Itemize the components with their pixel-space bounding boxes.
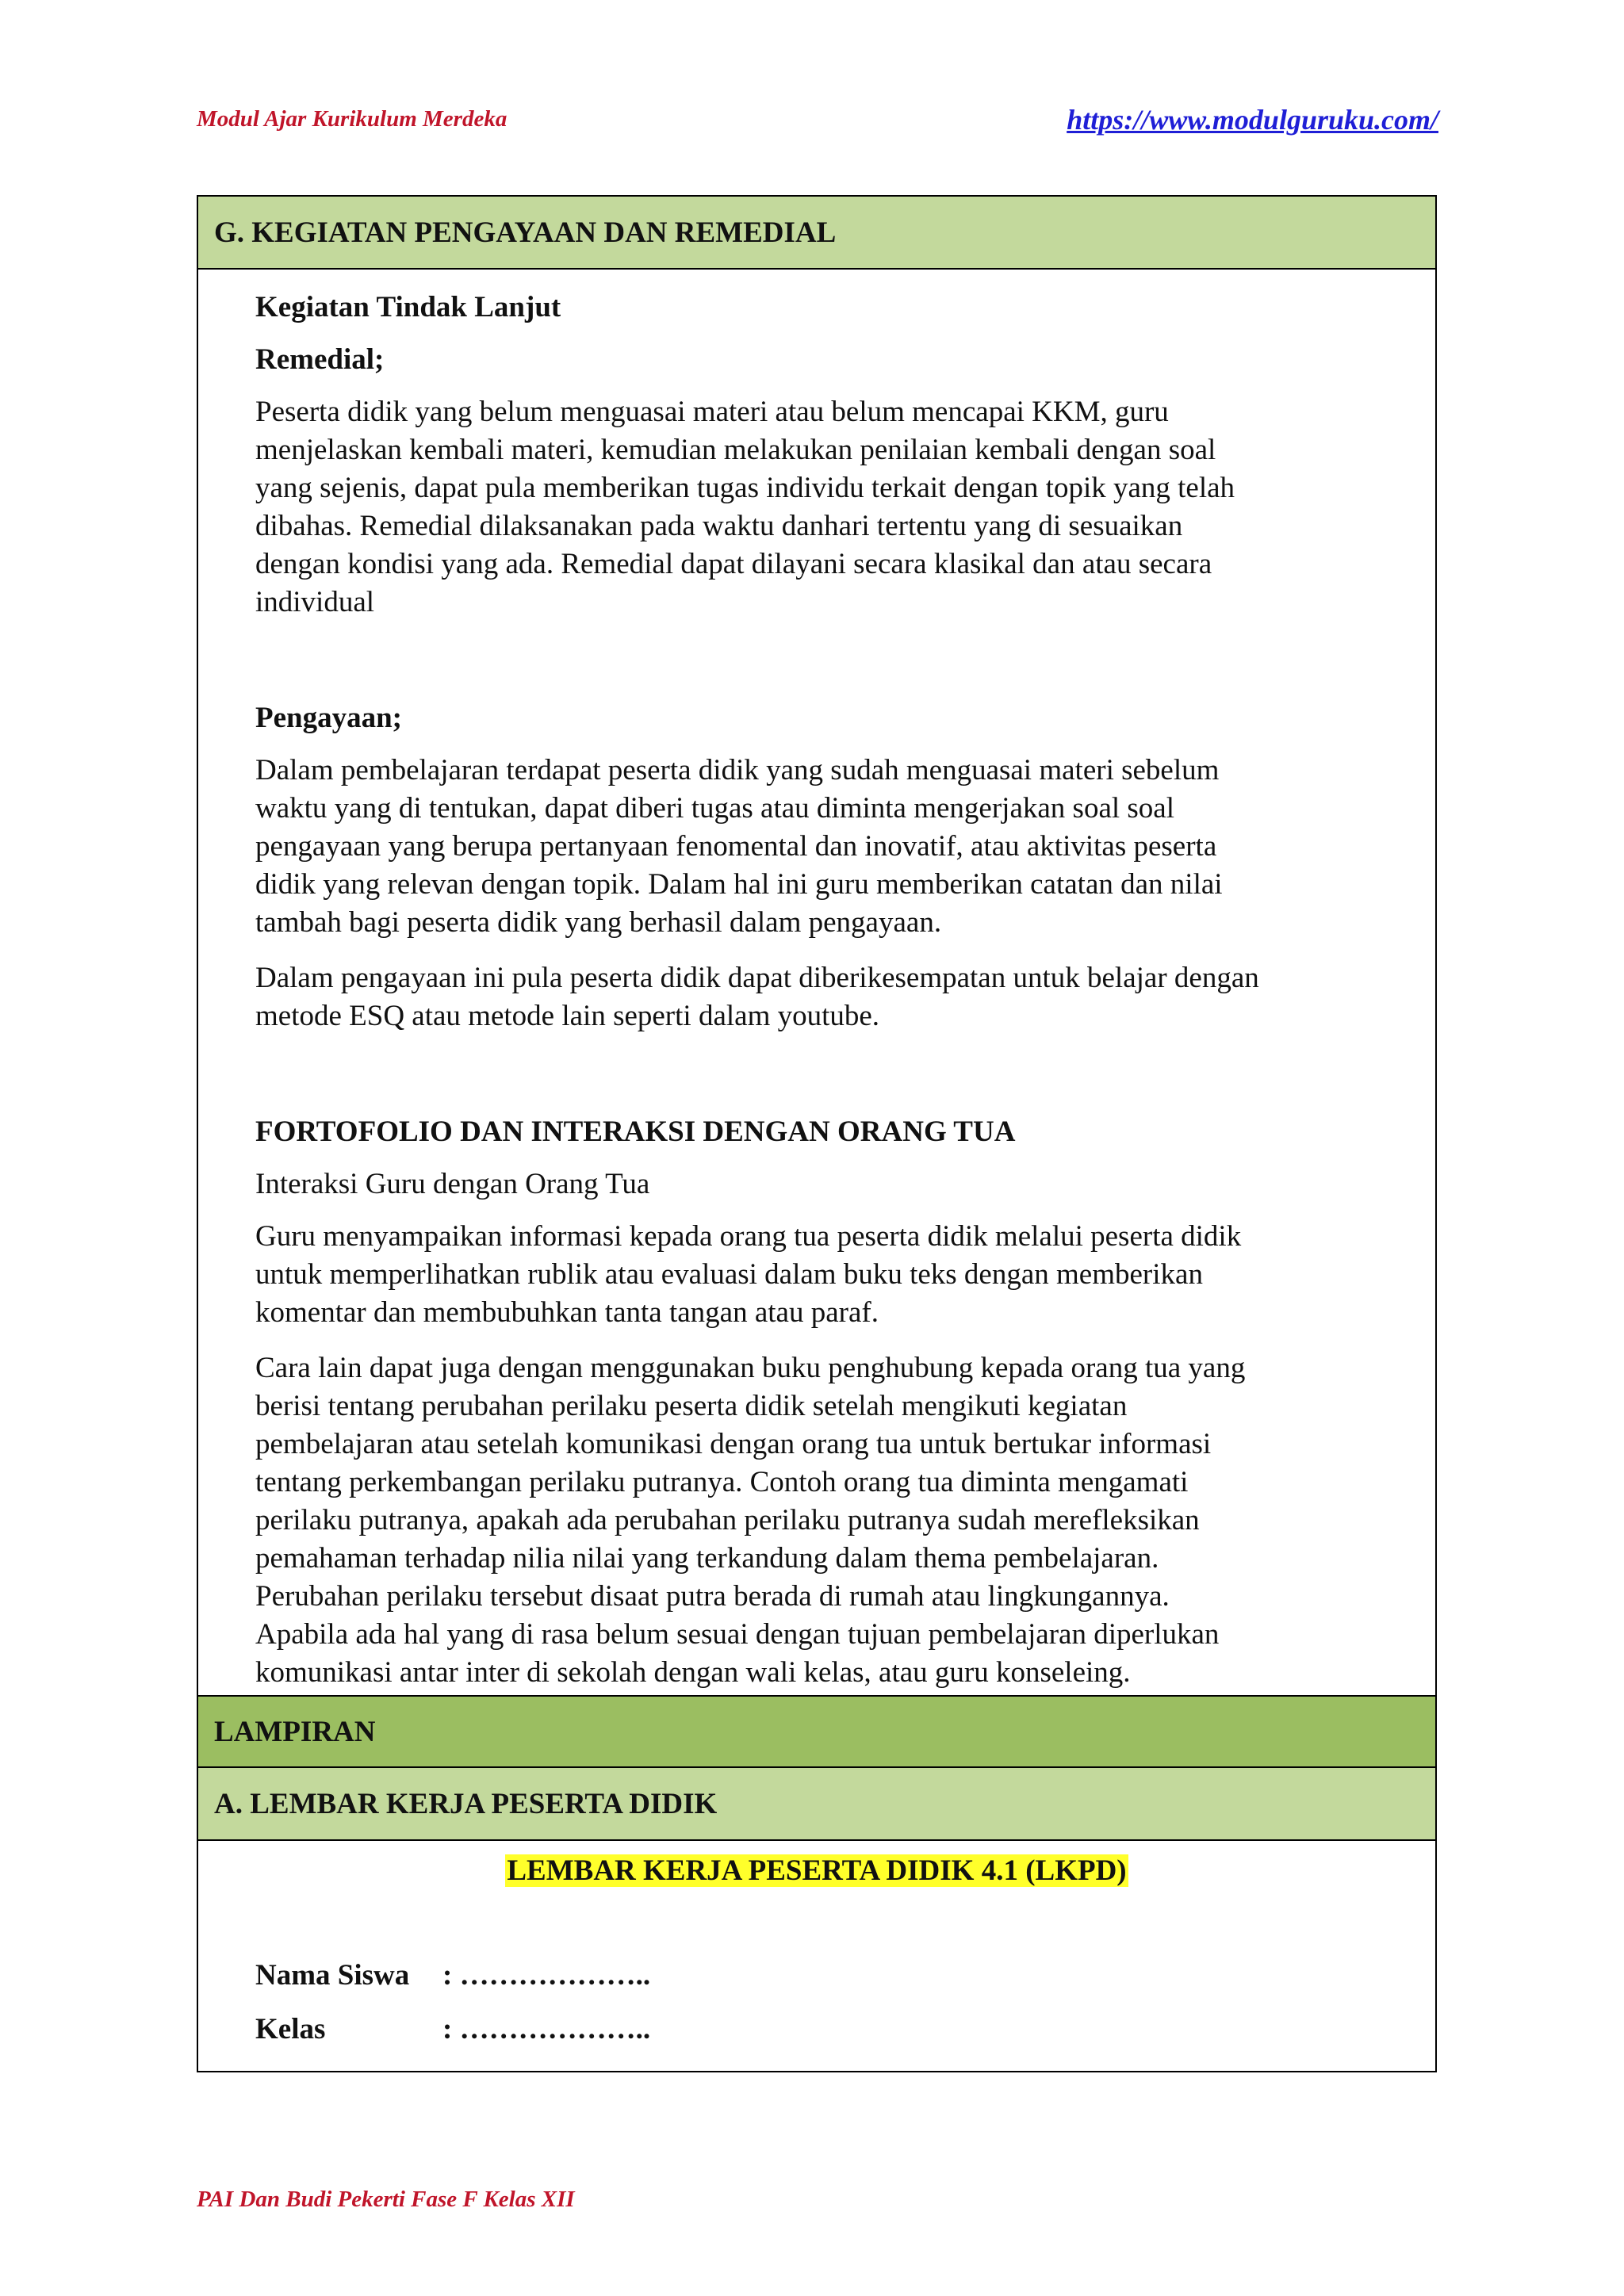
lkpd-title [198,1854,1435,1888]
nama-siswa-label: Nama Siswa [255,1959,410,1992]
section-g-title: G. KEGIATAN PENGAYAAN DAN REMEDIAL [198,197,1435,270]
paragraph-line: Dalam pembelajaran terdapat peserta didik yang sudah menguasai materi sebelum [255,754,1220,786]
paragraph-line: pembelajaran atau setelah komunikasi dengan orang tua untuk bertukar informasi [255,1428,1212,1460]
paragraph-line: Peserta didik yang belum menguasai materi atau belum mencapai KKM, guru [255,396,1169,428]
cara-lain-paragraph [255,1349,1413,1692]
paragraph-line: Guru menyampaikan informasi kepada orang tua peserta didik melalui peserta didik [255,1220,1242,1253]
paragraph-line: metode ESQ atau metode lain seperti dalam youtube. [255,1000,880,1032]
header-module-title: Modul Ajar Kurikulum Merdeka [197,106,508,132]
paragraph-line: berisi tentang perubahan perilaku peserta didik setelah mengikuti kegiatan [255,1390,1128,1422]
paragraph-line: pemahaman terhadap nilia nilai yang terkandung dalam thema pembelajaran. [255,1542,1159,1575]
paragraph-line: Dalam pengayaan ini pula peserta didik dapat diberikesempatan untuk belajar dengan [255,962,1259,994]
pengayaan-heading: Pengayaan; [255,702,402,734]
nama-siswa-row [255,1958,650,1992]
tindak-lanjut-heading: Kegiatan Tindak Lanjut [255,291,561,323]
kelas-row [255,2012,650,2046]
paragraph-line: waktu yang di tentukan, dapat diberi tugas atau diminta mengerjakan soal soal [255,792,1174,825]
nama-siswa-blank: : ……………….. [442,1959,651,1992]
paragraph-line: dengan kondisi yang ada. Remedial dapat dilayani secara klasikal dan atau secara [255,548,1212,580]
footer-subject: PAI Dan Budi Pekerti Fase F Kelas XII [197,2187,575,2212]
paragraph-line: yang sejenis, dapat pula memberikan tugas individu terkait dengan topik yang telah [255,472,1235,504]
paragraph-line: Cara lain dapat juga dengan menggunakan buku penghubung kepada orang tua yang [255,1352,1246,1384]
lampiran-title: LAMPIRAN [198,1695,1435,1768]
paragraph-line: dibahas. Remedial dilaksanakan pada waktu danhari tertentu yang di sesuaikan [255,510,1183,542]
paragraph-line: didik yang relevan dengan topik. Dalam hal ini guru memberikan catatan dan nilai [255,868,1223,901]
kelas-blank: : ……………….. [442,2013,651,2045]
paragraph-line: untuk memperlihatkan rublik atau evaluasi dalam buku teks dengan memberikan [255,1258,1203,1291]
paragraph-line: perilaku putranya, apakah ada perubahan perilaku putranya sudah merefleksikan [255,1504,1200,1536]
remedial-paragraph [255,393,1413,622]
paragraph-line: komentar dan membubuhkan tanta tangan atau paraf. [255,1296,879,1329]
header-website-link[interactable]: https://www.modulguruku.com/ [1067,104,1438,136]
paragraph-line: Perubahan perilaku tersebut disaat putra berada di rumah atau lingkungannya. [255,1580,1170,1613]
paragraph-line: komunikasi antar inter di sekolah dengan wali kelas, atau guru konseleing. [255,1656,1131,1689]
paragraph-line: Apabila ada hal yang di rasa belum sesuai dengan tujuan pembelajaran diperlukan [255,1618,1220,1651]
paragraph-line: tentang perkembangan perilaku putranya. Contoh orang tua diminta mengamati [255,1466,1189,1498]
paragraph-line: tambah bagi peserta didik yang berhasil dalam pengayaan. [255,906,942,939]
pengayaan-paragraph-2 [255,959,1413,1035]
paragraph-line: menjelaskan kembali materi, kemudian melakukan penilaian kembali dengan soal [255,434,1216,466]
interaksi-subheading: Interaksi Guru dengan Orang Tua [255,1168,650,1200]
section-a-title: A. LEMBAR KERJA PESERTA DIDIK [198,1768,1435,1841]
paragraph-line: individual [255,586,375,618]
fortofolio-heading: FORTOFOLIO DAN INTERAKSI DENGAN ORANG TUA [255,1115,1016,1148]
kelas-label: Kelas [255,2013,326,2045]
remedial-heading: Remedial; [255,343,385,376]
interaksi-paragraph [255,1218,1413,1332]
lkpd-title-highlight: LEMBAR KERJA PESERTA DIDIK 4.1 (LKPD) [507,1854,1127,1887]
paragraph-line: pengayaan yang berupa pertanyaan fenomental dan inovatif, atau aktivitas peserta [255,830,1217,863]
pengayaan-paragraph [255,752,1413,942]
section-g-body [255,289,1413,1692]
content-table [197,195,1437,2072]
